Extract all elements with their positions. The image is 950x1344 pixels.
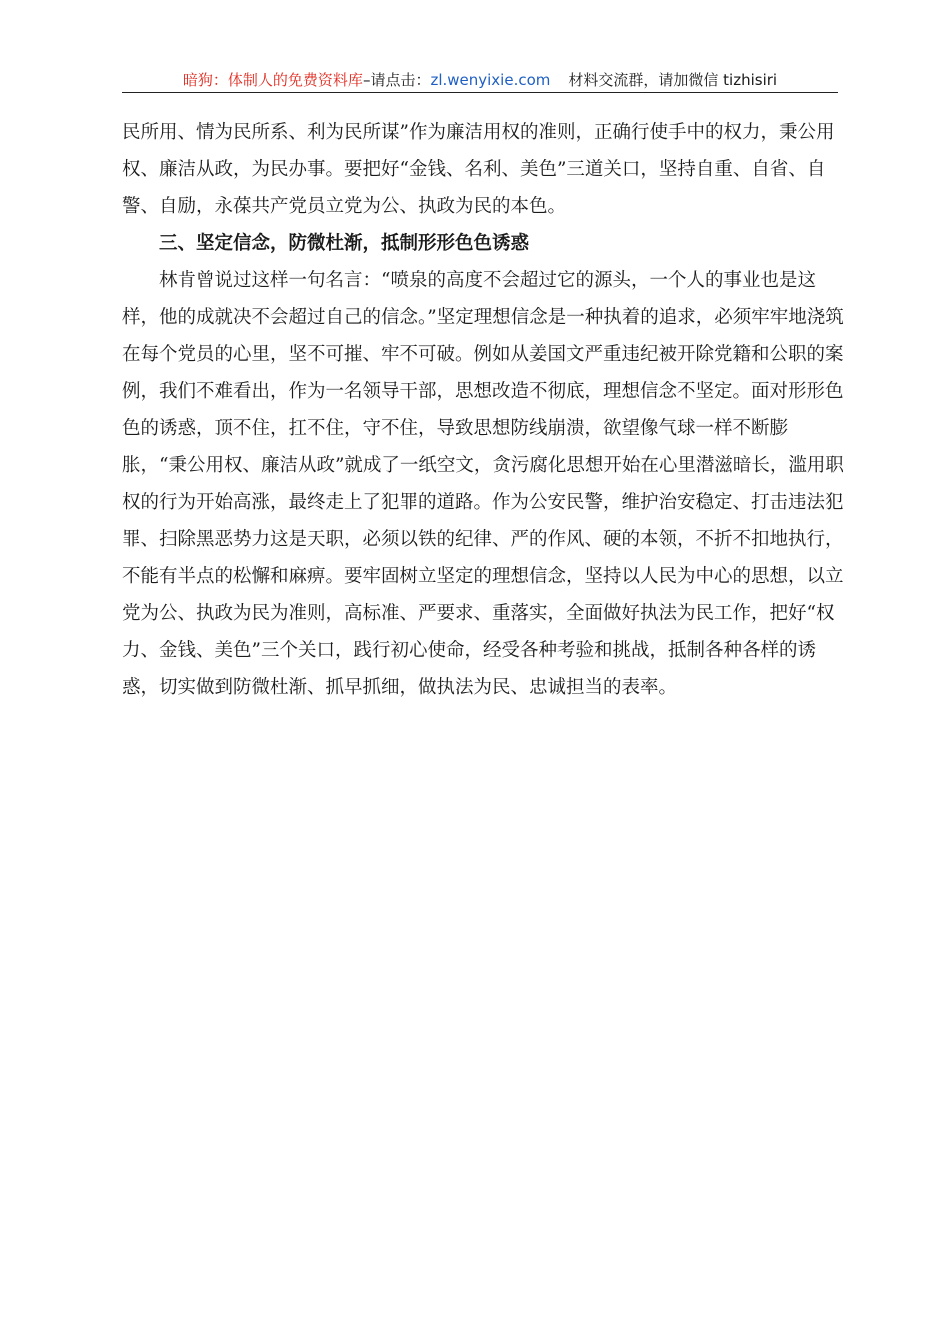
paragraph-continuation: 民所用、情为民所系、利为民所谋”作为廉洁用权的准则，正确行使手中的权力，秉公用权、廉洁从政，为民办事。要把好“金钱、名利、美色”三道关口，坚持自重、自省、自警、自励，永葆共产党员立党为公、执政为民的本色。	[122, 122, 835, 217]
section-heading-3: 三、坚定信念，防微杜渐，抵制形形色色诱惑	[159, 233, 530, 254]
header-brand: 暗狗：体制人的免费资料库	[182, 71, 363, 89]
header-wechat-note: 材料交流群，请加微信 tizhisiri	[568, 71, 778, 89]
paragraph-lincoln: 林肯曾说过这样一句名言：“喷泉的高度不会超过它的源头，一个人的事业也是这样，他的成就决不会超过自己的信念。”坚定理想信念是一种执着的追求，必须牢牢地浇筑在每个党员的心里，坚不可摧、牢不可破。例如从姜国文严重违纪被开除党籍和公职的案例，我们不难看出，作为一名领导干部，思想改造不彻底，理想信念不坚定。面对形形色色的诱惑，顶不住，扛不住，守不住，导致思想防线崩溃，欲望像气球一样不断膨胀，“秉公用权、廉洁从政”就成了一纸空文，贪污腐化思想开始在心里潜滋暗长，滥用职权的行为开始高涨，最终走上了犯罪的道路。作为公安民警，维护治安稳定、打击违法犯罪、扫除黑恶势力这是天职，必须以铁的纪律、严的作风、硬的本领，不折不扣地执行，不能有半点的松懈和麻痹。要牢固树立坚定的理想信念，坚持以人民为中心的思想，以立党为公、执政为民为准则，高标准、严要求、重落实，全面做好执法为民工作，把好“权力、金钱、美色”三个关口，践行初心使命，经受各种考验和挑战，抵制各种各样的诱惑，切实做到防微杜渐、抓早抓细，做执法为民、忠诚担当的表率。	[122, 270, 844, 698]
header-click-prompt: –请点击：	[362, 71, 431, 89]
header-link[interactable]: zl.wenyixie.com	[430, 71, 551, 89]
document-body	[122, 114, 852, 706]
page-header	[122, 68, 838, 93]
